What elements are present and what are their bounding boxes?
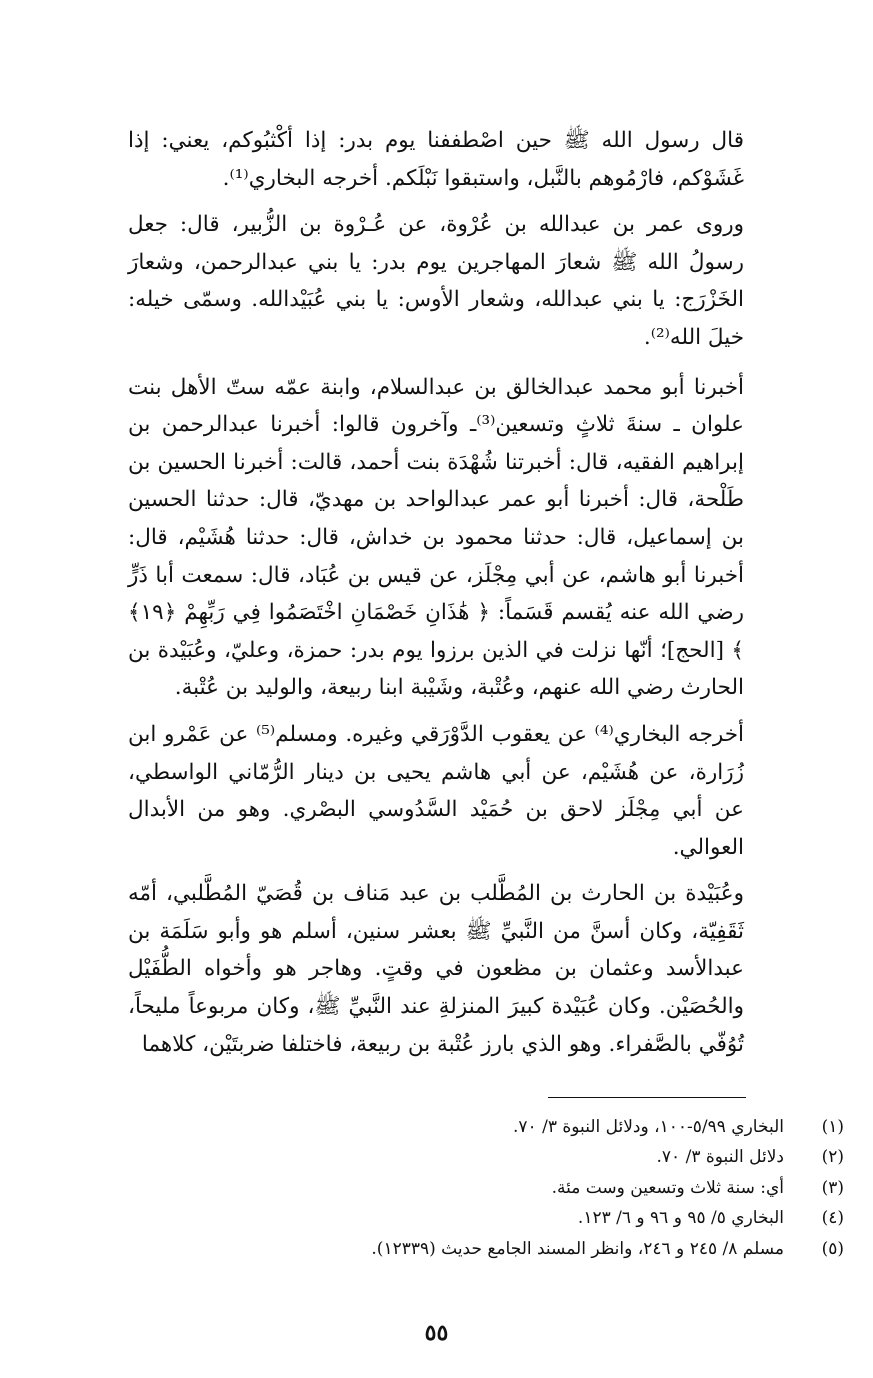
footnotes [128, 1112, 844, 1264]
footnote-text: البخاري ٥/ ٩٥ و ٩٦ و ٦/ ١٢٣. [577, 1208, 784, 1229]
footnote-number: (١) [821, 1117, 844, 1137]
footnote-text: أي: سنة ثلاث وتسعين وست مئة. [551, 1177, 784, 1198]
paragraph-1: قال رسول الله ﷺ حين اصْطففنا يوم بدر: إذا أكْثبُوكم، يعني: إذا غَشَوْكم، فارْمُوهم بالنَّبل، واستبقوا نَبْلَكم. أخرجه البخاري⁽¹⁾. [128, 128, 744, 191]
footnote-text: مسلم ٨/ ٢٤٥ و ٢٤٦، وانظر المسند الجامع حديث (١٢٣٣٩). [371, 1238, 784, 1259]
paragraph-3: أخبرنا أبو محمد عبدالخالق بن عبدالسلام، وابنة عمّه ستّ الأهل بنت علوان ـ سنةَ ثلاثٍ وتسعين⁽³⁾ـ وآخرون قالوا: أخبرنا عبدالرحمن بن إبراهيم الفقيه، قال: أخبرتنا شُهْدَة بنت أحمد، قالت: أخبرنا الحسين بن طَلْحة، قال: أخبرنا أبو عمر عبدالواحد بن مهديّ، قال: حدثنا الحسين بن إسماعيل، قال: حدثنا محمود بن خداش، قال: حدثنا هُشَيْم، قال: أخبرنا أبو هاشم، عن أبي مِجْلَز، عن قيس بن عُبَاد، قال: سمعت أبا ذَرٍّ رضي الله عنه يُقسم قَسَماً: ﴿ هَٰذَانِ خَصْمَانِ اخْتَصَمُوا فِي رَبِّهِمْ ﴿١٩﴾ ﴾ [الحج]؛ أنّها نزلت في الذين برزوا يوم بدر: حمزة، وعليّ، وعُبَيْدة بن الحارث رضي الله عنهم، وعُتْبة، وشَيْبة ابنا ربيعة، والوليد بن عُتْبة. [128, 374, 744, 701]
footnote-separator [548, 1097, 746, 1098]
footnote-number: (٢) [821, 1147, 844, 1168]
main-text [128, 122, 744, 1063]
footnote-number: (٥) [821, 1238, 844, 1259]
paragraph-5: وعُبَيْدة بن الحارث بن المُطَّلب بن عبد مَناف بن قُصَيّ المُطَّلبي، أمّه ثَقَفِيّة، وكان أسنَّ من النَّبيِّ ﷺ بعشر سنين، أسلم هو وأبو سَلَمَة بن عبدالأسد وعثمان بن مظعون في وقتٍ. وهاجر هو وأخواه الطُّفَيْل والحُصَيْن. وكان عُبَيْدة كبيرَ المنزلةِ عند النَّبيِّ ﷺ، وكان مربوعاً مليحاً، تُوُفّي بالصَّفراء. وهو الذي بارز عُتْبة بن ربيعة، فاختلفا ضربتَيْن، كلاهما [128, 881, 744, 1057]
footnote-1 [128, 1112, 844, 1142]
footnote-2 [128, 1142, 844, 1172]
paragraph-2: وروى عمر بن عبدالله بن عُرْوة، عن عُـرْوة بن الزُّبير، قال: جعل رسولُ الله ﷺ شعارَ المهاجرين يوم بدر: يا بني عبدالرحمن، وشعارَ الخَزْرَج: يا بني عبدالله، وشعار الأوس: يا بني عُبَيْدالله. وسمّى خيله: خيلَ الله⁽²⁾. [128, 212, 744, 350]
footnote-number: (٤) [821, 1208, 844, 1229]
footnote-5 [128, 1234, 844, 1264]
paragraph-4: أخرجه البخاري⁽⁴⁾ عن يعقوب الدَّوْرَقي وغيره. ومسلم⁽⁵⁾ عن عَمْرو ابن زُرَارة، عن هُشَيْم، عن أبي هاشم يحيى بن دينار الرُّمّاني الواسطي، عن أبي مِجْلَز لاحق بن حُمَيْد السَّدُوسي البصْري. وهو من الأبدال العوالي. [128, 721, 744, 860]
footnote-4 [128, 1203, 844, 1233]
footnote-text: دلائل النبوة ٣/ ٧٠. [656, 1147, 784, 1168]
footnote-text: البخاري ٥/٩٩-١٠٠، ودلائل النبوة ٣/ ٧٠. [513, 1117, 784, 1137]
footnote-number: (٣) [821, 1177, 844, 1198]
footnote-3 [128, 1173, 844, 1203]
page-number: ٥٥ [424, 1320, 449, 1346]
